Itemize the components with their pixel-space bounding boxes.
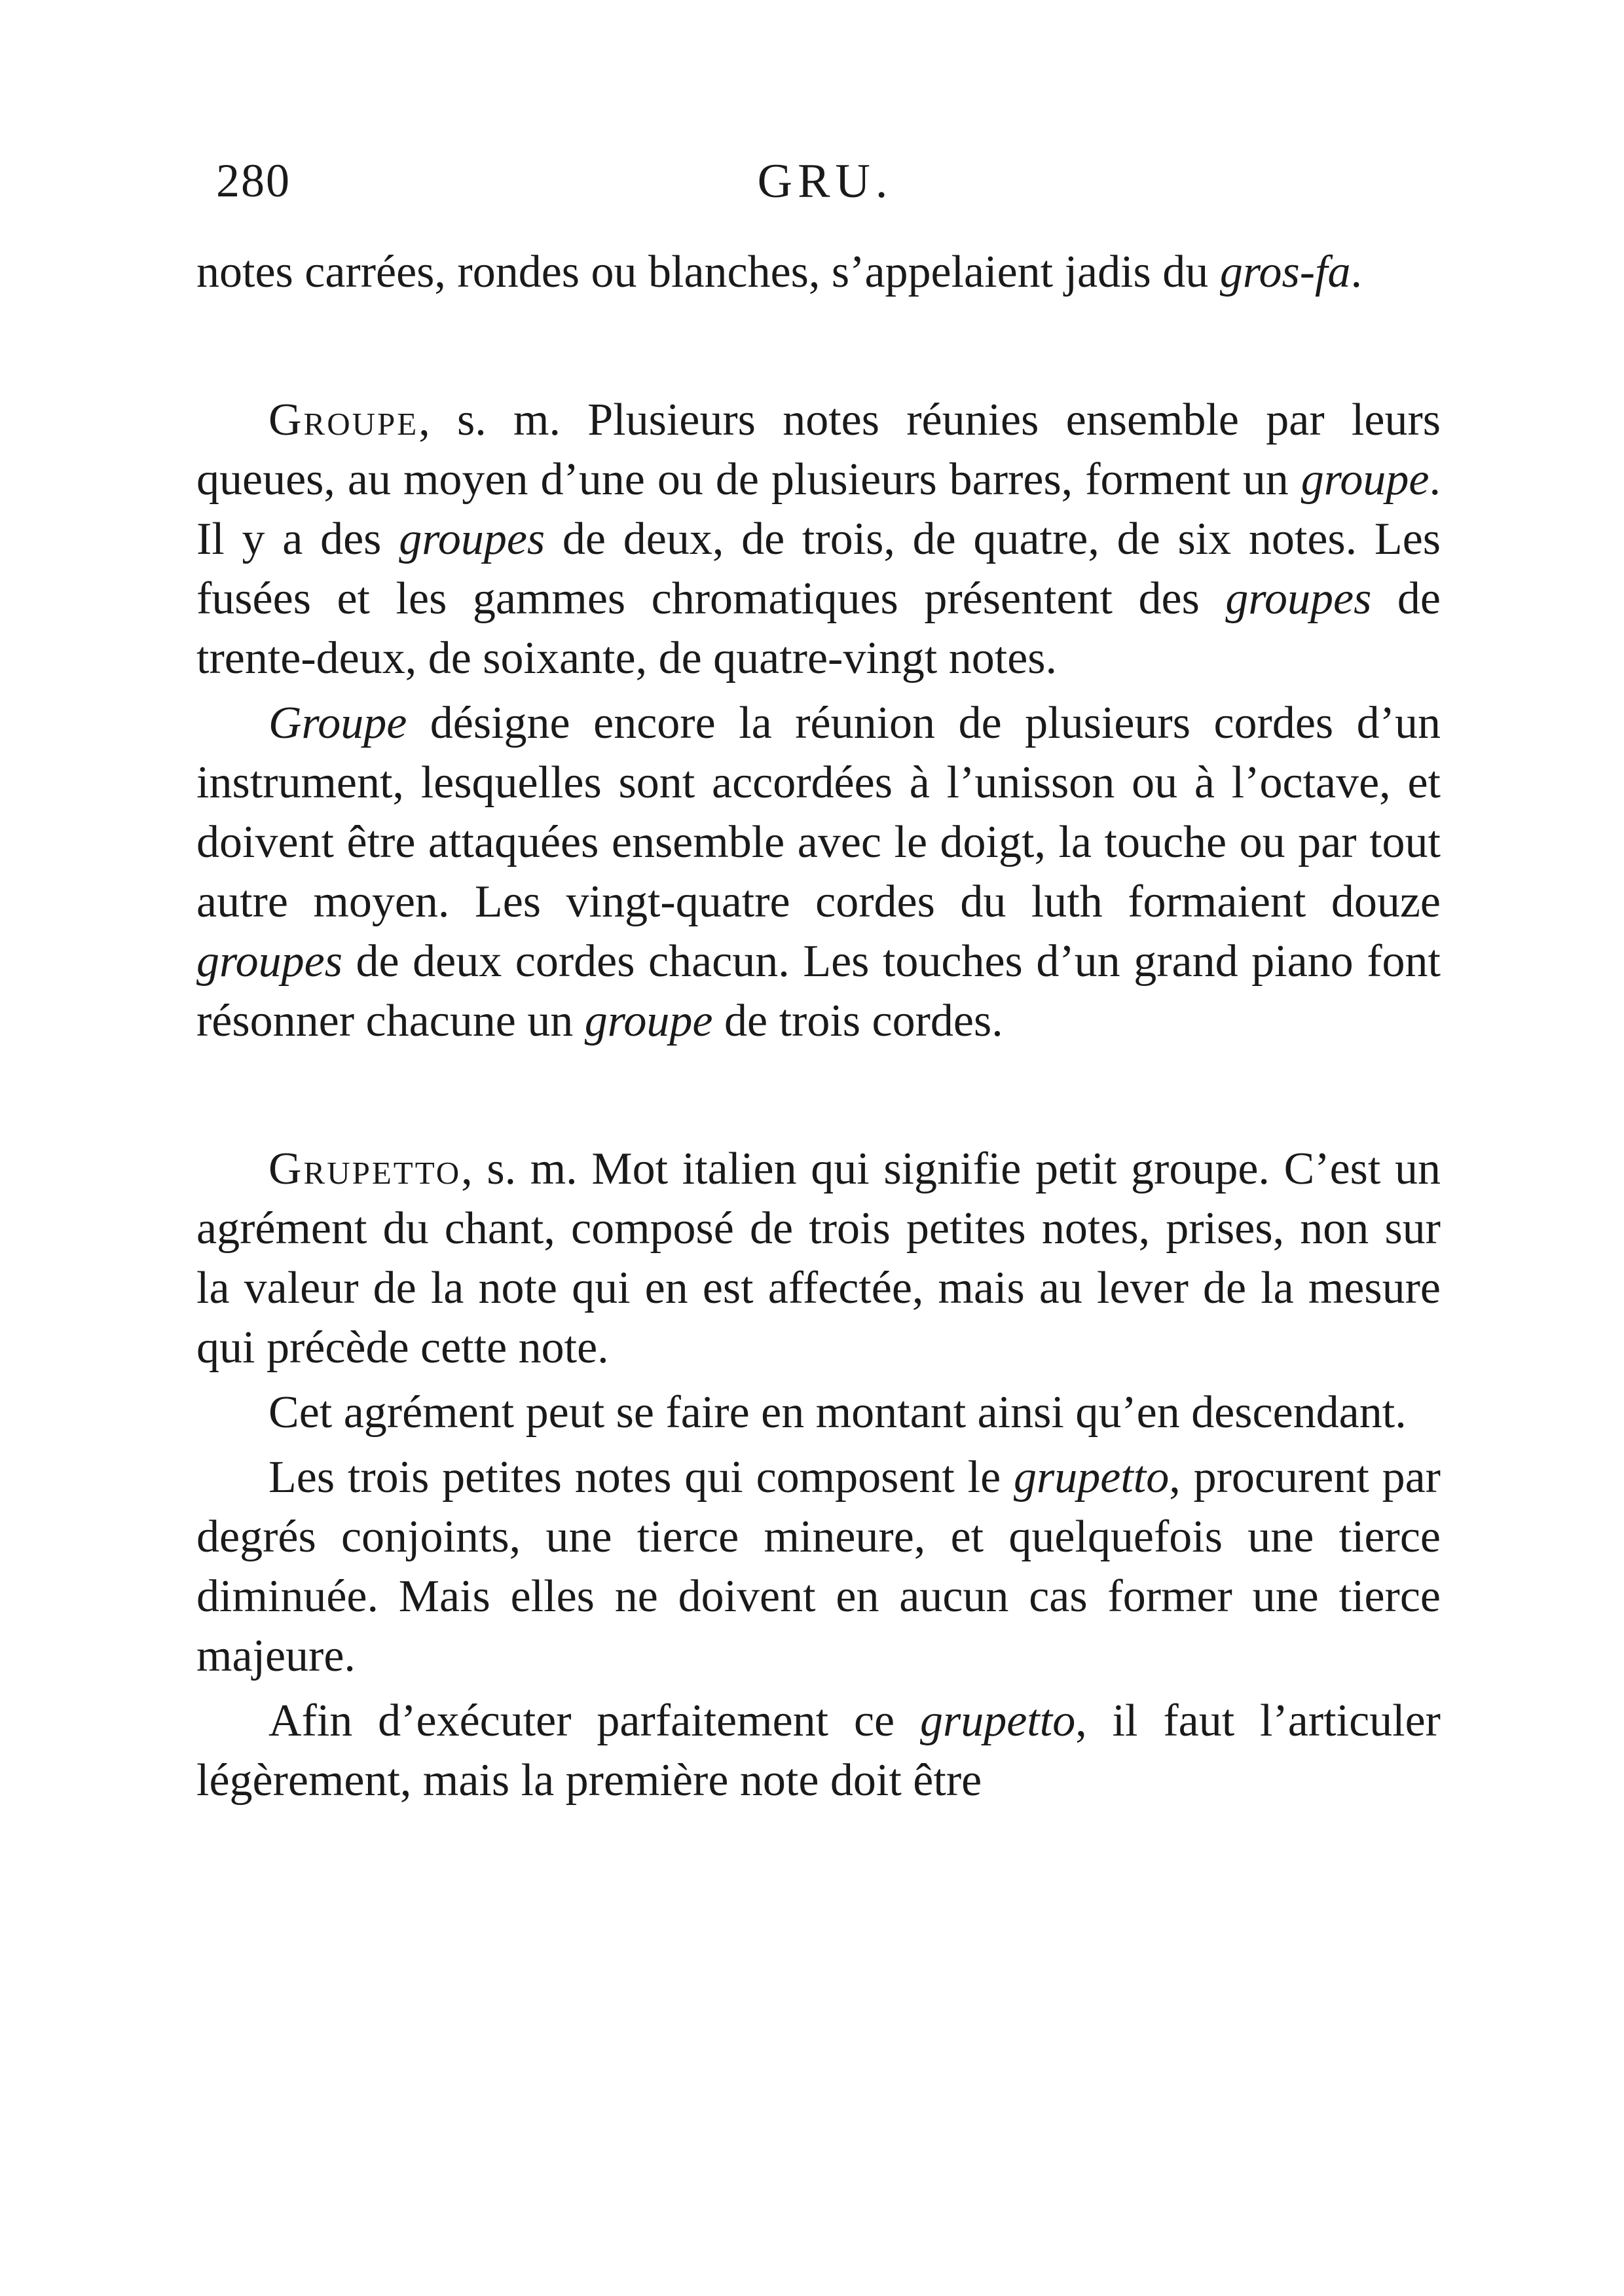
italic-term: grupetto [919,1696,1076,1746]
italic-term: groupes [1225,574,1372,624]
italic-term: groupe [584,996,713,1046]
italic-term: Groupe [268,698,407,748]
continuation-paragraph: notes carrées, rondes ou blanches, s’appelaient jadis du gros-fa. [196,247,1362,297]
entry-groupe-paragraph-2: Groupe désigne encore la réunion de plusieurs cordes d’un instrument, lesquelles sont accordées à l’unisson ou à l’octave, et doivent être attaquées ensemble avec le doigt, la touche ou par tout autre moyen. Les vingt-quatre cordes du luth formaient douze groupes de deux cordes chacun. Les touches d’un grand piano font résonner chacune un groupe de trois cordes. [196,698,1441,1046]
italic-term: groupes [196,936,342,987]
italic-term: groupe [1301,454,1430,505]
italic-term: groupes [399,514,545,564]
page-number: 280 [216,155,291,207]
entry-grupetto-paragraph-4: Afin d’exécuter parfaitement ce grupetto, il faut l’articuler légèrement, mais la première note doit être [196,1696,1441,1806]
entry-groupe: Groupe, s. m. Plusieurs notes réunies ensemble par leurs queues, au moyen d’une ou de plusieurs barres, forment un groupe. Il y a des groupes de deux, de trois, de quatre, de six notes. Les fusées et les gammes chromatiques présentent des groupes de trente-deux, de soixante, de quatre-vingt notes. [196,395,1441,683]
italic-term: grupetto [1014,1452,1170,1503]
entry-grupetto-paragraph-2: Cet agrément peut se faire en montant ainsi qu’en descendant. [268,1387,1407,1438]
body-text [196,242,1441,1810]
entry-grupetto-paragraph-3: Les trois petites notes qui composent le grupetto, procurent par degrés conjoints, une tierce mineure, et quelquefois une tierce diminuée. Mais elles ne doivent en aucun cas former une tierce majeure. [196,1452,1441,1681]
entry-grupetto: Grupetto, s. m. Mot italien qui signifie petit groupe. C’est un agrément du chant, composé de trois petites notes, prises, non sur la valeur de la note qui en est affectée, mais au lever de la mesure qui précède cette note. [196,1144,1441,1373]
entry-headword: Grupetto [268,1144,462,1194]
running-head [216,154,1434,226]
running-title: GRU. [757,155,893,208]
italic-term: gros-fa [1219,247,1351,297]
entry-headword: Groupe [268,395,419,445]
